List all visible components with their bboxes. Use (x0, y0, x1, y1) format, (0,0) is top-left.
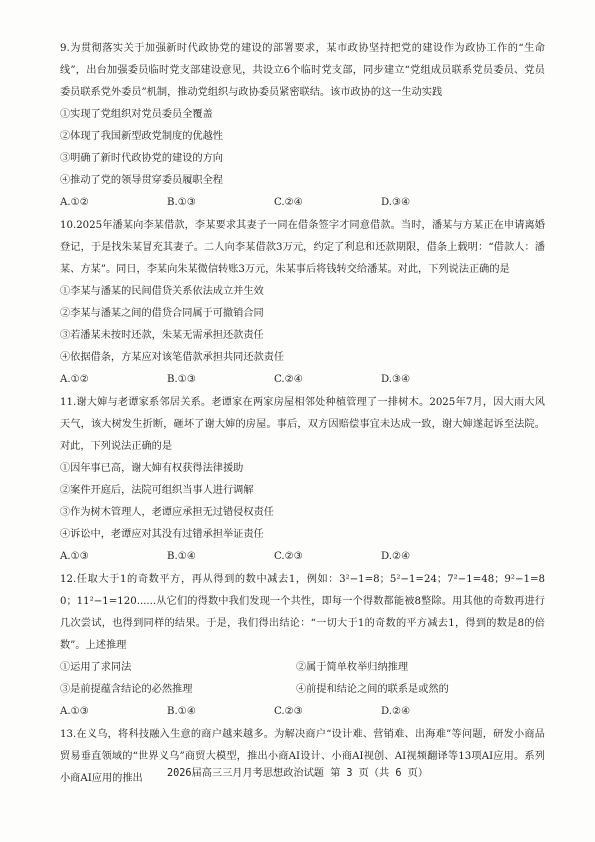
question-9 (60, 38, 545, 214)
option-grid (60, 657, 545, 701)
option: ②属于简单枚举归纳推理 (296, 662, 409, 673)
choice-a: A.①② (60, 197, 89, 208)
stem-text: 12.任取大于1的奇数平方，再从得到的数中减去1，例如： (60, 574, 340, 585)
option: ①实现了党组织对党员委员全覆盖 (60, 109, 213, 120)
choice-c: C.②④ (274, 374, 303, 385)
option: ③明确了新时代政协党的建设的方向 (60, 153, 223, 164)
question-12 (60, 569, 545, 723)
option: ③若潘某未按时还款，朱某无需承担还款责任 (60, 330, 264, 341)
option: ④推动了党的领导贯穿委员履职全程 (60, 175, 223, 186)
choice-a: A.①③ (60, 551, 89, 562)
choice-b: B.①④ (167, 706, 196, 717)
choice-b: B.①③ (167, 374, 196, 385)
answer-choices (60, 192, 545, 214)
option: ①李某与潘某的民间借贷关系依法成立并生效 (60, 286, 264, 297)
question-stem: 13.在义乌，将科技融入生意的商户越来越多。为解决商户“设计难、营销难、出海难”等问题，研发小商品贸易垂直领域的“世界义乌”商贸大模型，推出小商AI设计、小商AI视创、AI视频翻译等13项AI应用。系列小商AI应用的推出 (60, 729, 545, 784)
option: ③是前提蕴含结论的必然推理 (60, 684, 193, 695)
question-stem: 9.为贯彻落实关于加强新时代政协党的建设的部署要求，某市政协坚持把党的建设作为政协工作的“生命线”，出台加强委员临时党支部建设意见，共设立6个临时党支部，同步建立“党组成员联系党员委员、党员委员联系党外委员”机制，推动党组织与政协委员紧密联结。该市政协的这一生动实践 (60, 43, 545, 98)
choice-c: C.②④ (274, 197, 303, 208)
page-content (60, 38, 545, 790)
answer-choices (60, 369, 545, 391)
option: ②案件开庭后，法院可组织当事人进行调解 (60, 485, 254, 496)
choice-c: C.②③ (274, 706, 303, 717)
choice-d: D.②④ (381, 551, 411, 562)
option: ④前提和结论之间的联系是或然的 (296, 684, 449, 695)
option: ④依据借条，方某应对该笔借款承担共同还款责任 (60, 352, 285, 363)
option: ①因年事已高，谢大婶有权获得法律援助 (60, 463, 244, 474)
choice-b: B.①③ (167, 197, 196, 208)
stem-math: 3²−1=8；5²−1=24；7²−1=48；9²−1=80；11²−1=120...... (60, 574, 545, 607)
question-13 (60, 724, 545, 790)
choice-a: A.①② (60, 374, 89, 385)
page-footer: 2026届高三三月月考思想政治试题 第 3 页（共 6 页） (166, 768, 429, 779)
question-stem (60, 569, 545, 657)
option: ③作为树木管理人，老谭应承担无过错侵权责任 (60, 507, 274, 518)
option: ①运用了求同法 (60, 662, 132, 673)
option: ②体现了我国新型政党制度的优越性 (60, 131, 223, 142)
answer-choices (60, 701, 545, 723)
question-stem: 11.谢大婶与老谭家系邻居关系。老谭家在两家房屋相邻处种植管理了一排树木。2025年7月，因大雨大风天气，该大树发生折断，砸坏了谢大婶的房屋。事后，双方因赔偿事宜未达成一致，谢大婶遂起诉至法院。对此，下列说法正确的是 (60, 397, 545, 452)
option: ④诉讼中，老谭应对其没有过错承担举证责任 (60, 529, 264, 540)
question-stem: 10.2025年潘某向李某借款，李某要求其妻子一同在借条签字才同意借款。当时，潘某与方某正在申请离婚登记，于是找朱某冒充其妻子。二人向李某借款3万元，约定了利息和还款期限，借条上载明：“借款人：潘某、方某”。同日，李某向朱某微信转账3万元，朱某事后将钱转交给潘某。对此，下列说法正确的是 (60, 220, 545, 275)
choice-d: D.③④ (381, 374, 411, 385)
option: ②李某与潘某之间的借贷合同属于可撤销合同 (60, 308, 264, 319)
choice-b: B.①④ (167, 551, 196, 562)
answer-choices (60, 546, 545, 568)
choice-d: D.②④ (381, 706, 411, 717)
stem-text-2: 从它们的得数中我们发现一个共性，即每一个得数都能被8整除。用其他的奇数再进行几次尝试，也得到同样的结果。于是，我们得出结论：“一切大于1的奇数的平方减去1，得到的数是8的倍数”。上述推理 (60, 596, 545, 651)
choice-d: D.③④ (381, 197, 411, 208)
question-10 (60, 215, 545, 391)
choice-c: C.②③ (274, 551, 303, 562)
question-11 (60, 392, 545, 568)
choice-a: A.①③ (60, 706, 89, 717)
